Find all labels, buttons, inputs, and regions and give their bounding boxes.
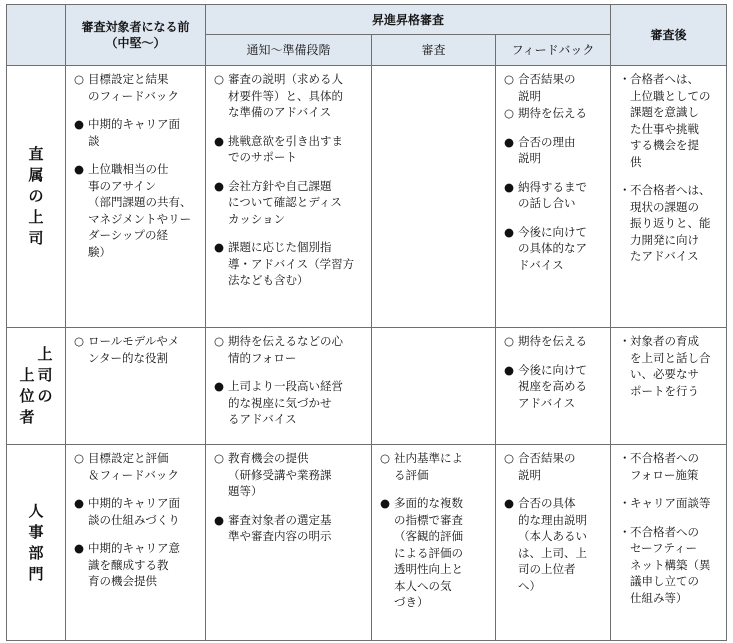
label-char: 上 (28, 208, 44, 226)
vertical-label (27, 501, 45, 585)
label-char: 司 (37, 366, 53, 384)
row-direct-supervisor (7, 66, 727, 328)
label-char: 門 (28, 564, 44, 583)
dot-bullet: ・ (619, 183, 631, 197)
list-item (504, 134, 604, 167)
list-item (380, 495, 489, 611)
list-item-text: 課題に応じた個別指 導・アドバイス（学習方 法なども含む） (228, 240, 355, 287)
list-item (504, 362, 604, 412)
list-item-text: 不合格者への セーフティー ネット構築（異 議申し立ての 仕組み等） (630, 524, 711, 605)
cell-content (496, 328, 610, 415)
filled-circle-bullet: ● (74, 496, 85, 510)
open-circle-bullet: ○ (504, 451, 515, 465)
list-item (619, 524, 720, 607)
vertical-label-col-left (18, 344, 36, 428)
list-item-text: 中期的キャリア意 識を醸成する教 育の機会提供 (88, 541, 180, 588)
corner-cell (7, 5, 66, 66)
list-item (214, 333, 365, 366)
cell-notice (206, 66, 372, 328)
cell-content (611, 66, 726, 269)
cell-content (496, 445, 610, 598)
open-circle-bullet: ○ (214, 334, 225, 348)
list-item (74, 540, 199, 590)
list-item-text: 納得するまで の話し合い (518, 179, 587, 210)
label-char: 人 (28, 501, 44, 520)
filled-circle-bullet: ● (74, 162, 85, 176)
cell-content (66, 445, 205, 594)
header-notice-stage: 通知〜準備段階 (206, 35, 372, 66)
list-item-text: 期待を伝える (518, 106, 587, 120)
label-char: の (37, 387, 53, 405)
filled-circle-bullet: ● (214, 240, 225, 254)
dot-bullet: ・ (619, 496, 631, 510)
list-item-text: 審査の説明（求める人 材要件等）と、具体的 な準備のアドバイス (228, 72, 343, 119)
list-item-text: 今後に向けて 視座を高める アドバイス (518, 362, 587, 410)
vertical-label (27, 144, 45, 249)
list-item-text: 挑戦意欲を引き出すま でのサポート (228, 133, 343, 164)
list-item (504, 450, 604, 483)
cell-content (372, 445, 495, 615)
list-item (74, 450, 199, 483)
label-char: 部 (28, 543, 44, 562)
cell-content (206, 328, 371, 432)
cell-content (206, 445, 371, 549)
list-item (74, 71, 199, 104)
cell-feedback (496, 66, 611, 328)
list-item-text: キャリア面談等 (630, 496, 711, 510)
filled-circle-bullet: ● (74, 117, 85, 131)
list-item (619, 495, 720, 512)
list-item-text: 多面的な複数 の指標で審査 （客観的評価 による評価の 透明性向上と 本人への気 づき） (394, 496, 463, 609)
filled-circle-bullet: ● (74, 541, 85, 555)
filled-circle-bullet: ● (214, 379, 225, 393)
open-circle-bullet: ○ (74, 334, 85, 348)
header-review: 審査 (372, 35, 496, 66)
filled-circle-bullet: ● (214, 178, 225, 193)
filled-circle-bullet: ● (380, 496, 391, 510)
row-label-hr-department (7, 445, 66, 641)
filled-circle-bullet: ● (504, 224, 515, 239)
open-circle-bullet: ○ (74, 451, 85, 465)
dot-bullet: ・ (619, 72, 631, 86)
list-item (619, 333, 720, 399)
list-item-text: 期待を伝える (518, 334, 587, 348)
list-item (74, 161, 199, 260)
list-item (214, 239, 365, 289)
list-item-text: 中期的キャリア面 談 (88, 117, 180, 148)
list-item-text: ロールモデルやメ ンター的な役割 (88, 334, 180, 365)
list-item-text: 今後に向けて の具体的なア ドバイス (518, 224, 587, 272)
label-char: 直 (28, 145, 44, 163)
filled-circle-bullet: ● (214, 512, 225, 527)
list-item-text: 合否結果の 説明 (518, 72, 576, 103)
dot-bullet: ・ (619, 451, 631, 465)
list-item-text: 合否の理由 説明 (518, 134, 576, 165)
open-circle-bullet: ○ (214, 72, 225, 86)
list-item (380, 450, 489, 483)
list-item (74, 116, 199, 149)
label-char: 属 (28, 166, 44, 184)
list-item (619, 450, 720, 483)
list-item (504, 179, 604, 212)
cell-content (611, 328, 726, 403)
filled-circle-bullet: ● (504, 134, 515, 149)
header-pre-review-subtitle: （中堅〜） (105, 36, 166, 50)
header-pre-review (66, 5, 206, 66)
cell-post (611, 445, 727, 641)
filled-circle-bullet: ● (504, 496, 515, 510)
cell-post (611, 328, 727, 445)
list-item-text: 審査対象者の選定基 準や審査内容の明示 (228, 512, 332, 543)
open-circle-bullet: ○ (74, 72, 85, 86)
cell-post (611, 66, 727, 328)
label-char: 司 (28, 229, 44, 247)
list-item-text: 中期的キャリア面 談の仕組みづくり (88, 496, 180, 527)
promotion-support-table (6, 4, 727, 641)
cell-notice (206, 328, 372, 445)
cell-feedback (496, 445, 611, 641)
list-item (504, 495, 604, 594)
list-item-text: 不合格者への フォロー施策 (630, 451, 699, 482)
list-item (504, 105, 604, 122)
list-item-text: 期待を伝えるなどの心 情的フォロー (228, 334, 343, 365)
row-hr-department (7, 445, 727, 641)
cell-feedback (496, 328, 611, 445)
list-item (619, 71, 720, 170)
cell-content (206, 66, 371, 293)
list-item-text: 社内基準によ る評価 (394, 451, 463, 482)
filled-circle-bullet: ● (504, 362, 515, 377)
cell-pre (66, 328, 206, 445)
cell-content (611, 445, 726, 610)
cell-content (372, 328, 495, 337)
list-item-text: 上司より一段高い経営 的な視座に気づかせ るアドバイス (228, 379, 343, 426)
label-char: 位 (19, 387, 35, 405)
list-item-text: 合否の具体 的な理由説明 （本人あるい は、上司、上 司の上位者 へ） (518, 496, 587, 593)
cell-content (496, 66, 610, 277)
list-item-text: 教育機会の提供 （研修受講や業務課 題等） (228, 451, 332, 498)
cell-content (372, 66, 495, 75)
row-label-supervisor-superior (7, 328, 66, 445)
label-char: 上 (19, 366, 35, 384)
open-circle-bullet: ○ (504, 106, 515, 120)
list-item-text: 不合格者へは、 現状の課題の 振り返りと、能 力開発に向け たアドバイス (630, 183, 711, 263)
list-item (74, 495, 199, 528)
list-item (214, 450, 365, 500)
label-char: 事 (28, 522, 44, 541)
header-promotion-review: 昇進昇格審査 (206, 5, 611, 35)
row-supervisor-superior (7, 328, 727, 445)
list-item (74, 333, 199, 366)
label-char: 者 (19, 408, 35, 426)
header-post-review: 審査後 (611, 5, 727, 66)
list-item (214, 133, 365, 166)
cell-notice (206, 445, 372, 641)
list-item-text: 合否結果の 説明 (518, 451, 576, 482)
list-item-text: 上位職相当の仕 事のアサイン （部門課題の共有、 マネジメントやリー ダーシップの経 験） (88, 162, 192, 259)
list-item (214, 71, 365, 121)
list-item (504, 71, 604, 104)
list-item-text: 対象者の育成 を上司と話し合 い、必要なサ ポートを行う (630, 334, 711, 398)
open-circle-bullet: ○ (504, 334, 515, 348)
row-label-direct-supervisor (7, 66, 66, 328)
list-item (214, 378, 365, 428)
cell-review (372, 66, 496, 328)
list-item (504, 224, 604, 274)
list-item-text: 合格者へは、 上位職としての 課題を意識し た仕事や挑戦 する機会を提 供 (630, 72, 711, 169)
list-item (214, 512, 365, 545)
cell-content (66, 328, 205, 370)
header-feedback: フィードバック (496, 35, 611, 66)
label-char: の (28, 187, 44, 205)
cell-content (66, 66, 205, 264)
open-circle-bullet: ○ (380, 451, 391, 465)
open-circle-bullet: ○ (504, 72, 515, 86)
list-item (619, 182, 720, 265)
cell-review (372, 445, 496, 641)
label-char: 上 (37, 345, 53, 363)
vertical-label-col-right (36, 344, 54, 407)
cell-review (372, 328, 496, 445)
list-item-text: 目標設定と結果 のフィードバック (88, 72, 179, 103)
list-item (214, 178, 365, 228)
dot-bullet: ・ (619, 334, 631, 348)
list-item-text: 目標設定と評価 ＆フィードバック (88, 451, 179, 482)
cell-pre (66, 445, 206, 641)
header-pre-review-title: 審査対象者になる前 (81, 20, 190, 34)
filled-circle-bullet: ● (214, 133, 225, 148)
open-circle-bullet: ○ (214, 451, 225, 465)
dot-bullet: ・ (619, 524, 631, 539)
filled-circle-bullet: ● (504, 179, 515, 194)
list-item (504, 333, 604, 350)
cell-pre (66, 66, 206, 328)
list-item-text: 会社方針や自己課題 について確認とディス カッション (228, 178, 342, 226)
